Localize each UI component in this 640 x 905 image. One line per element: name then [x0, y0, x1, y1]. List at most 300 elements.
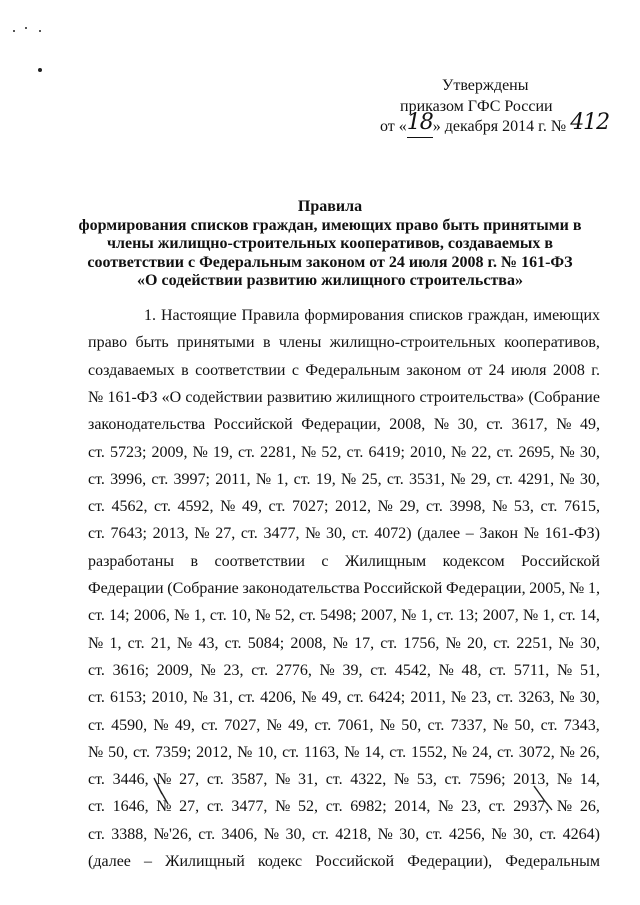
body-word: № — [176, 634, 193, 652]
body-word: № — [263, 825, 280, 843]
body-word: формирования — [304, 307, 405, 324]
body-word: Федеральным — [505, 853, 600, 870]
body-word: 2009, — [156, 661, 193, 679]
body-word: 14, — [579, 607, 600, 625]
body-word: 7596; — [469, 771, 506, 789]
body-word: № — [156, 771, 172, 789]
body-word: развитию — [266, 388, 332, 406]
body-word: ст. — [444, 771, 462, 789]
body-word: соответствии — [195, 361, 286, 379]
scan-speck — [25, 27, 27, 29]
body-word: 4206, — [260, 689, 297, 707]
body-word: – — [465, 525, 474, 543]
body-word: 30, — [579, 443, 600, 461]
body-word: ст. — [370, 661, 388, 679]
body-word: № — [492, 716, 509, 734]
body-word: законодательства — [88, 416, 206, 434]
body-word: ст. — [493, 634, 511, 652]
body-word: 2011, — [410, 689, 446, 707]
body-word: № — [88, 388, 104, 406]
body-word: ст. — [224, 634, 242, 652]
body-word: 4072) — [374, 525, 412, 543]
body-word: 39, — [342, 661, 363, 679]
body-word: 4264) — [562, 825, 600, 843]
body-word: ст. — [496, 443, 514, 461]
body-word: 53, — [513, 498, 534, 516]
body-word: № — [194, 525, 210, 543]
body-word: 50, — [401, 716, 422, 734]
body-word: 27, — [179, 771, 200, 789]
body-word: № — [237, 743, 253, 761]
body-word: ст. — [427, 716, 445, 734]
body-line-words — [88, 580, 600, 598]
body-word: № — [192, 689, 208, 707]
body-word: законодательства — [242, 580, 360, 597]
body-word: 49, — [288, 716, 309, 734]
body-word: ст. — [206, 771, 224, 789]
scan-speck — [13, 30, 15, 32]
body-line — [88, 689, 600, 709]
body-line-words — [88, 553, 600, 571]
body-word: 6982; — [350, 798, 387, 816]
body-word: 1756, — [403, 634, 440, 652]
body-word: 29, — [470, 470, 491, 488]
body-word: № — [557, 661, 573, 679]
body-word: 2012, — [196, 743, 233, 761]
body-word: 3998, — [449, 498, 486, 516]
body-word: № — [393, 771, 410, 789]
body-word: ст. — [325, 771, 343, 789]
body-word: 161-ФЗ — [107, 388, 158, 406]
body-word: 49, — [321, 689, 342, 707]
body-word: 50, — [108, 743, 129, 761]
body-word: 1163, — [303, 743, 340, 761]
body-word: 161-ФЗ) — [544, 525, 600, 543]
body-word: № — [220, 498, 236, 516]
body-word: 5498; — [320, 607, 357, 625]
body-word: ст. — [314, 716, 332, 734]
body-word: 7061, — [337, 716, 374, 734]
body-word: законом — [406, 361, 462, 379]
title-line: формирования списков граждан, имеющих право быть принятыми в — [78, 216, 582, 234]
body-word: №'26, — [153, 825, 192, 843]
body-word: с — [291, 361, 299, 379]
body-word: 2010, — [151, 689, 188, 707]
body-word: 2937, — [513, 798, 550, 816]
body-word: ст. — [88, 798, 105, 816]
body-word: 2776, — [275, 661, 312, 679]
body-word: Федеральным — [305, 361, 401, 379]
body-word: № — [559, 443, 575, 461]
body-word: жилищного — [336, 388, 416, 406]
body-word: № — [558, 634, 574, 652]
body-line — [88, 853, 600, 873]
body-word: 4562, — [111, 498, 148, 516]
body-word: № — [301, 443, 317, 461]
body-word: с — [321, 552, 329, 570]
body-word: Федерации, — [446, 580, 526, 597]
body-word: Российской — [521, 552, 600, 570]
approval-date-line — [380, 110, 610, 138]
body-word: Федерации), — [407, 853, 493, 870]
body-word: 4322, — [350, 771, 387, 789]
body-word: ст. — [299, 607, 316, 625]
body-word: ст. — [496, 743, 514, 761]
body-word: ст. — [489, 661, 507, 679]
body-word: № — [88, 634, 104, 652]
body-word: 3997; — [173, 470, 210, 488]
body-word: 3617, — [511, 416, 548, 434]
body-word: 30, — [326, 525, 347, 543]
body-word: № — [556, 771, 573, 789]
body-word: № — [301, 689, 317, 707]
body-word: № — [275, 798, 291, 816]
body-word: 1, — [542, 607, 555, 625]
body-word: ст. — [240, 525, 258, 543]
body-word: 2009, — [151, 443, 188, 461]
body-word: 50, — [514, 716, 535, 734]
body-word: № — [556, 416, 572, 434]
body-line-words — [88, 826, 600, 844]
body-word: № — [438, 798, 454, 816]
body-word: ст. — [209, 607, 227, 625]
body-word: 2007, — [360, 607, 397, 625]
body-word: 2006, — [133, 607, 170, 625]
body-word: 7027, — [224, 716, 261, 734]
body-word: 23, — [223, 661, 244, 679]
body-word: принятыми — [177, 334, 255, 352]
body-word: ст. — [251, 661, 269, 679]
body-word: 4218, — [335, 825, 372, 843]
body-line — [88, 362, 600, 382]
body-word: 2695, — [518, 443, 555, 461]
title-line: соответствии с Федеральным законом от 24 июля 2008 г. № 161-ФЗ — [87, 253, 573, 271]
body-word: 7337, — [450, 716, 487, 734]
body-word: право — [88, 334, 128, 352]
body-word: № — [569, 580, 585, 597]
body-word: (далее — [88, 853, 131, 870]
body-word: 30, — [457, 416, 478, 434]
title-line: члены жилищно-строительных кооперативов, создаваемых в — [106, 235, 554, 253]
body-word: ст. — [389, 743, 407, 761]
body-word: 30, — [285, 825, 306, 843]
body-word: ст. — [88, 607, 105, 625]
body-word: кооперативов, — [504, 334, 600, 352]
body-word: г. — [591, 361, 600, 379]
body-word: ст. — [198, 825, 216, 843]
handwritten-day: 18 — [406, 110, 433, 135]
body-word: ст. — [88, 498, 105, 516]
body-word: № — [379, 716, 395, 734]
body-word: Российской — [213, 416, 293, 434]
body-word: № — [88, 743, 104, 761]
body-word: ст. — [133, 743, 150, 761]
body-line — [88, 635, 600, 655]
body-word: № — [445, 634, 461, 652]
body-word: 2012, — [335, 498, 372, 516]
scan-speck — [38, 68, 42, 72]
body-word: ст. — [88, 689, 105, 707]
body-word: № — [153, 716, 169, 734]
body-word: № — [305, 525, 321, 543]
body-word: 3477, — [231, 798, 268, 816]
body-word: 6424; — [368, 689, 406, 707]
body-word: соответствии — [214, 552, 305, 570]
body-word: ст. — [540, 498, 558, 516]
body-word: ст. — [558, 607, 576, 625]
body-word: ст. — [380, 634, 398, 652]
body-word: 2014, — [394, 798, 431, 816]
body-word: № — [341, 470, 357, 488]
body-word: № — [266, 716, 282, 734]
body-word: 1. — [144, 307, 156, 324]
approval-day-field — [406, 110, 433, 138]
body-word: 2013, — [152, 525, 189, 543]
body-word: «О — [161, 388, 182, 406]
body-word: 51, — [579, 661, 600, 679]
pen-scribble-mark — [530, 780, 560, 820]
body-word: № — [344, 743, 360, 761]
body-word: 4590, — [111, 716, 148, 734]
body-word: 30, — [512, 825, 533, 843]
body-word: 2013, — [513, 771, 550, 789]
body-word: (Собрание — [528, 388, 600, 406]
body-word: 1, — [587, 580, 600, 597]
body-word: ст. — [386, 470, 404, 488]
pen-scribble-mark — [148, 770, 188, 810]
body-word: 13; — [458, 607, 479, 625]
body-word: 7643; — [110, 525, 147, 543]
body-word: 24, — [472, 743, 493, 761]
body-word: 52, — [274, 607, 295, 625]
body-word: 1, — [109, 634, 122, 652]
body-word: № — [200, 661, 216, 679]
body-word: 3531, — [408, 470, 445, 488]
body-line-words — [88, 334, 600, 352]
body-line — [88, 553, 600, 573]
body-word: в — [262, 334, 271, 352]
body-word: создаваемых — [88, 361, 175, 379]
body-word: ст. — [325, 798, 343, 816]
body-word: ст. — [351, 525, 369, 543]
approval-order-line: приказом ГФС России — [400, 98, 553, 115]
body-word: 10, — [257, 743, 278, 761]
body-word: 4256, — [448, 825, 485, 843]
body-word: № — [559, 689, 575, 707]
body-word: 30, — [579, 689, 600, 707]
body-word: 21, — [150, 634, 171, 652]
body-line — [88, 826, 600, 846]
body-word: содействии — [185, 388, 263, 406]
body-line — [88, 525, 600, 545]
body-word: № — [438, 661, 454, 679]
body-word: разработаны — [88, 552, 175, 570]
body-word: кодекс — [257, 853, 303, 870]
body-word: № — [492, 498, 508, 516]
body-word: 22, — [471, 443, 492, 461]
body-word: ст. — [268, 498, 286, 516]
body-word: 23, — [460, 798, 481, 816]
body-word: № — [192, 443, 208, 461]
body-word: 49, — [580, 416, 600, 434]
body-word: 27, — [179, 798, 200, 816]
body-word: 5711, — [513, 661, 550, 679]
body-word: 5723; — [109, 443, 147, 461]
body-word: № — [275, 771, 291, 789]
body-line — [88, 471, 600, 491]
title-line: Правила — [297, 198, 363, 215]
body-word: ст. — [311, 825, 329, 843]
body-word: 23, — [471, 689, 492, 707]
body-word: 24 — [488, 361, 505, 379]
body-word: 30, — [399, 825, 420, 843]
body-word: 1, — [276, 470, 289, 488]
body-word: № — [319, 661, 335, 679]
body-word: № — [556, 798, 573, 816]
body-word: ст. — [346, 443, 364, 461]
body-line-words — [144, 307, 600, 325]
body-line — [88, 334, 600, 354]
body-word: 1, — [193, 607, 206, 625]
body-word: Федерации, — [301, 416, 381, 434]
body-word: № — [523, 525, 539, 543]
body-word: 2251, — [516, 634, 553, 652]
body-word: 19, — [212, 443, 233, 461]
body-word: ст. — [151, 470, 169, 488]
body-word: ст. — [488, 798, 506, 816]
body-word: № — [451, 743, 468, 761]
body-line — [88, 498, 600, 518]
body-word: 2005, — [529, 580, 566, 597]
body-word: № — [255, 607, 271, 625]
body-line-words — [88, 416, 600, 434]
body-word: Жилищный — [165, 853, 245, 870]
body-word: 14, — [364, 743, 385, 761]
body-word: 48, — [461, 661, 482, 679]
body-word: Российской — [315, 853, 395, 870]
body-word: 14, — [579, 771, 600, 789]
body-word: № — [450, 689, 467, 707]
body-line-words — [88, 471, 600, 489]
body-word: 3072, — [518, 743, 555, 761]
body-word: № — [559, 470, 575, 488]
body-word: 3388, — [111, 825, 148, 843]
body-word: 6153; — [110, 689, 147, 707]
body-line — [88, 607, 600, 627]
body-word: 7615, — [563, 498, 600, 516]
body-word: № — [332, 634, 348, 652]
body-word: в — [190, 552, 199, 570]
body-word: 3406, — [221, 825, 258, 843]
body-line-words — [88, 525, 600, 543]
body-word: 3616; — [112, 661, 150, 679]
body-word: ст. — [88, 825, 105, 843]
body-word: 53, — [416, 771, 437, 789]
body-line — [88, 389, 600, 409]
body-word: 3446, — [112, 771, 149, 789]
body-word: кодексом — [442, 552, 505, 570]
body-word: от — [467, 361, 483, 379]
body-word: 30, — [580, 634, 600, 652]
body-word: Российской — [363, 580, 443, 597]
body-word: имеющих — [533, 307, 600, 324]
body-word: ст. — [425, 825, 443, 843]
body-word: жилищно-строительных — [329, 334, 496, 352]
body-line — [88, 744, 600, 764]
body-word: 2008, — [290, 634, 327, 652]
body-word: 20, — [467, 634, 488, 652]
body-line — [88, 307, 600, 327]
body-word: 29, — [399, 498, 420, 516]
handwritten-order-number: 412 — [570, 110, 610, 135]
body-word: № — [451, 443, 467, 461]
body-word: 2011, — [215, 470, 251, 488]
body-word: Правила — [241, 307, 300, 324]
body-word: ст. — [436, 607, 454, 625]
body-word: – — [144, 853, 153, 870]
body-word: (далее — [417, 525, 461, 543]
body-word: 26, — [579, 798, 600, 816]
body-word: 4592, — [177, 498, 214, 516]
body-word: ст. — [154, 498, 171, 516]
body-word: № — [174, 607, 190, 625]
body-word: 3263, — [518, 689, 555, 707]
title-line: «О содействии развитию жилищного строительства» — [137, 272, 523, 290]
body-word: ст. — [127, 634, 145, 652]
body-word: № — [401, 607, 417, 625]
body-word: Закон — [479, 525, 519, 543]
body-word: 5084; — [247, 634, 285, 652]
body-word: ст. — [88, 661, 105, 679]
body-line — [88, 444, 600, 464]
body-word: ст. — [496, 689, 514, 707]
body-word: 26, — [579, 743, 600, 761]
body-word: 49, — [174, 716, 195, 734]
body-word: 3477, — [263, 525, 300, 543]
body-line — [88, 580, 600, 600]
body-line-words — [88, 853, 600, 871]
body-word: 52, — [298, 798, 319, 816]
body-word: 27, — [215, 525, 236, 543]
body-word: 30, — [579, 470, 600, 488]
body-line — [88, 416, 600, 436]
body-word: Федерации — [88, 580, 164, 597]
body-word: ст. — [201, 716, 219, 734]
body-word: 31, — [213, 689, 234, 707]
body-word: 1, — [420, 607, 433, 625]
body-word: 14; — [109, 607, 130, 625]
body-word: 1552, — [411, 743, 448, 761]
body-word: 2281, — [259, 443, 296, 461]
body-word: 43, — [198, 634, 219, 652]
body-line-words — [88, 389, 600, 407]
approval-date-prefix: от « — [380, 118, 407, 135]
body-word: № — [559, 743, 575, 761]
body-word: № — [255, 470, 272, 488]
body-word: ст. — [495, 470, 513, 488]
body-word: ст. — [293, 470, 311, 488]
document-title — [60, 198, 600, 291]
body-word: быть — [135, 334, 169, 352]
body-word: ст. — [88, 443, 105, 461]
scan-speck — [39, 30, 41, 32]
body-word: № — [522, 607, 539, 625]
body-word: июля — [511, 361, 547, 379]
body-word: 7343, — [563, 716, 600, 734]
body-word: 7359; — [154, 743, 192, 761]
body-word: 6419; — [368, 443, 405, 461]
body-word: ст. — [539, 825, 557, 843]
